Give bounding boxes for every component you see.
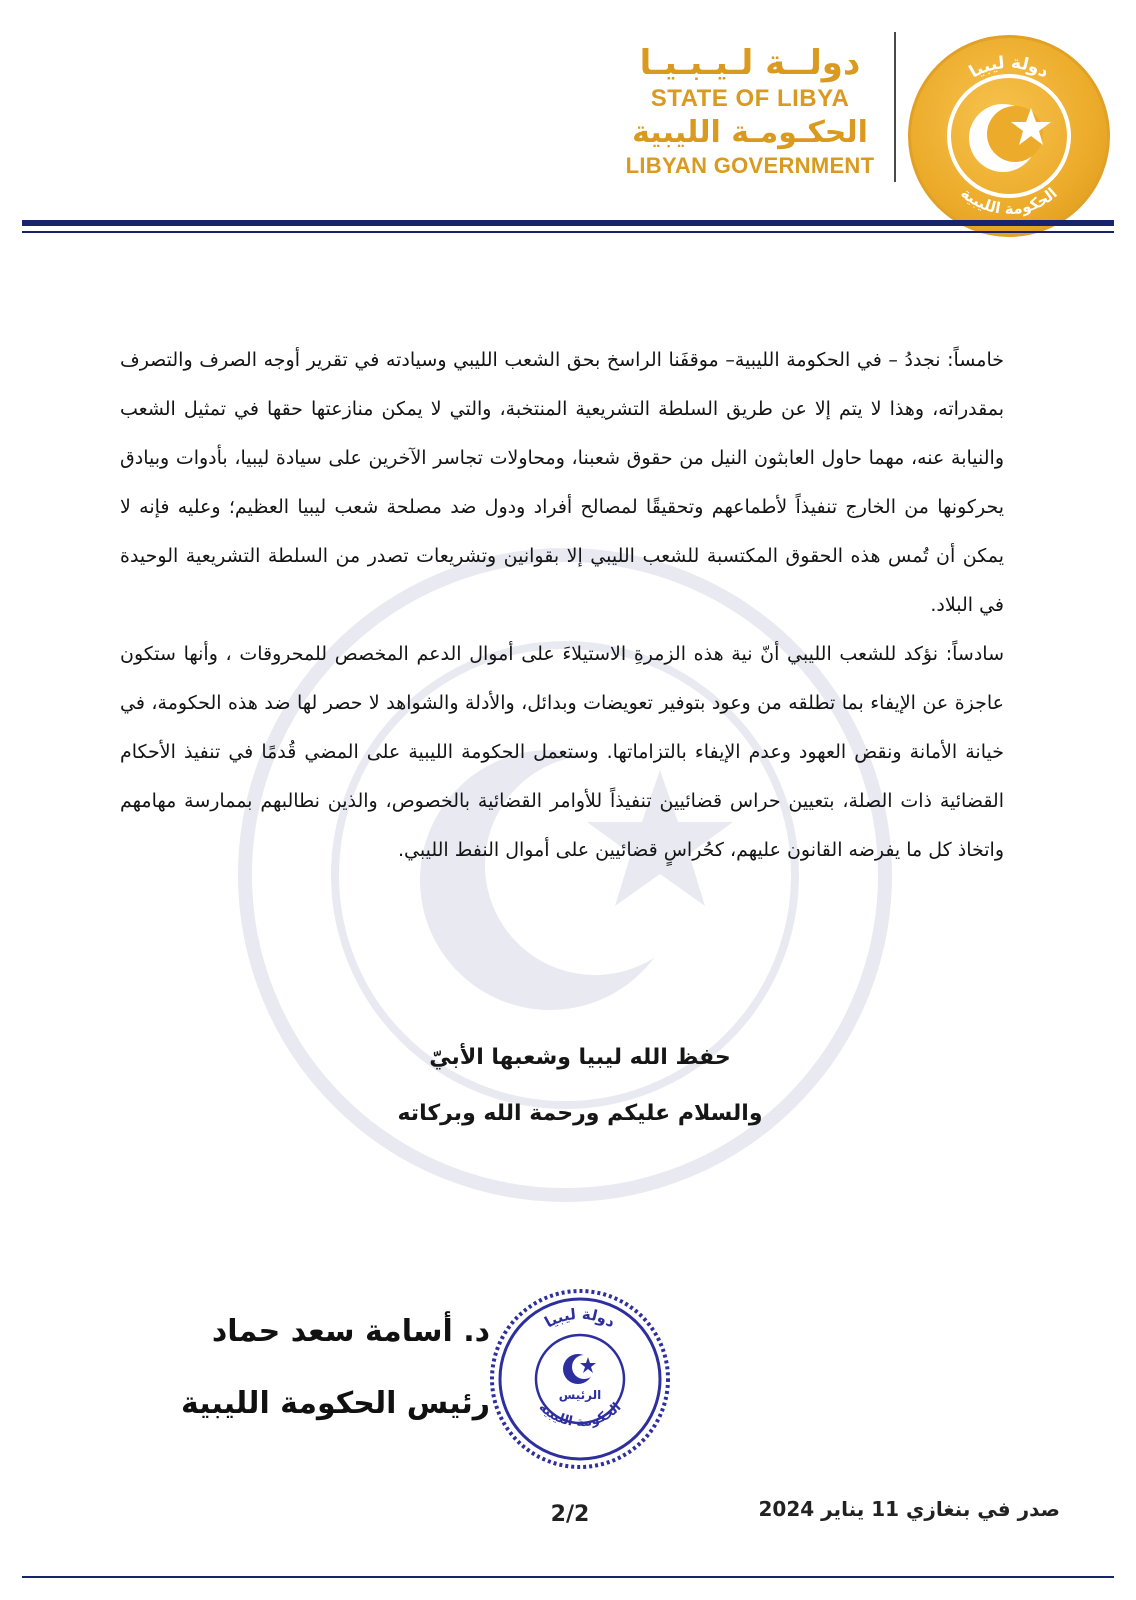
closing-line-salutation: والسلام عليكم ورحمة الله وبركاته <box>397 1101 763 1126</box>
svg-text:الحكومة الليبية <box>536 1400 625 1430</box>
government-emblem <box>908 35 1110 237</box>
arabic-government-name: الحكـومـة الليبية <box>632 115 868 150</box>
stamp-top-text: دولة ليبيا <box>541 1304 619 1332</box>
header-rule-thin <box>22 231 1114 233</box>
english-government-name: LIBYAN GOVERNMENT <box>625 153 875 178</box>
footer-rule <box>22 1576 1114 1578</box>
closing-line-prayer: حفظ الله ليبيا وشعبها الأبيّ <box>429 1045 731 1070</box>
svg-text:دولة ليبيا <box>541 1305 618 1332</box>
svg-text:الحكومة الليبية <box>957 184 1060 218</box>
crescent-star-icon <box>911 38 1107 234</box>
svg-text:دولة ليبيا <box>966 53 1052 83</box>
header-rule-thick <box>22 220 1114 226</box>
paragraph-fifth: خامساً: نجددُ – في الحكومة الليبية– موقفَنا الراسخ بحق الشعب الليبي وسيادته في تقرير أوجه الصرف والتصرف بمقدراته، وهذا لا يتم إلا عن طريق السلطة التشريعية المنتخبة، والتي لا يمكن منازعتها حقها في تمثيل الشعب والنيابة عنه، مهما حاول العابثون النيل من حقوق شعبنا، ومحاولات تجاسر الآخرين على سيادة ليبيا، بأدوات وبيادق يحركونها من الخارج تنفيذاً لأطماعهم وتحقيقًا لمصالح أفراد ودول ضد مصلحة شعب ليبيا العظيم؛ وعليه فإنه لا يمكن أن تُمس هذه الحقوق المكتسبة للشعب الليبي إلا بقوانين وتشريعات تصدر من السلطة التشريعية الوحيدة في البلاد. <box>120 349 1004 616</box>
letter-body <box>120 336 1004 875</box>
letterhead <box>620 42 880 180</box>
signatory-name: د. أسامة سعد حماد <box>211 1314 490 1349</box>
emblem-bottom-text: الحكومة الليبية <box>957 183 1061 219</box>
issue-date: صدر في بنغازي 11 يناير 2024 <box>758 1497 1060 1521</box>
paragraph-sixth: سادساً: نؤكد للشعب الليبي أنّ نية هذه الزمرةِ الاستيلاءَ على أموال الدعم المخصص للمحروقات ، وأنها ستكون عاجزة عن الإيفاء بما تطلقه من وعود بتوفير تعويضات وبدائل، والأدلة والشواهد لا حصر لها ضد هذه الحكومة، في خيانة الأمانة ونقض العهود وعدم الإيفاء بالتزاماتها. وستعمل الحكومة الليبية على المضي قُدمًا في تنفيذ الأحكام القضائية ذات الصلة، بتعيين حراس قضائيين تنفيذاً للأوامر القضائية بالخصوص، والذين نطالبهم بممارسة مهامهم واتخاذ كل ما يفرضه القانون عليهم، كحُراسٍ قضائيين على أموال النفط الليبي. <box>120 643 1004 861</box>
signatory-title: رئيس الحكومة الليبية <box>181 1386 490 1421</box>
official-stamp-icon <box>486 1285 674 1473</box>
closing-block <box>300 1030 860 1142</box>
emblem-top-text: دولة ليبيا <box>965 52 1053 83</box>
signature-block <box>150 1296 490 1440</box>
header-divider <box>894 32 896 182</box>
page-number: 2/2 <box>550 1502 590 1527</box>
stamp-bottom-text: الحكومة الليبية <box>535 1399 625 1431</box>
english-state-name: STATE OF LIBYA <box>650 85 850 112</box>
arabic-state-name: دولــة لـيـبـيـا <box>639 43 861 83</box>
stamp-center-text: الرئيس <box>558 1388 602 1402</box>
